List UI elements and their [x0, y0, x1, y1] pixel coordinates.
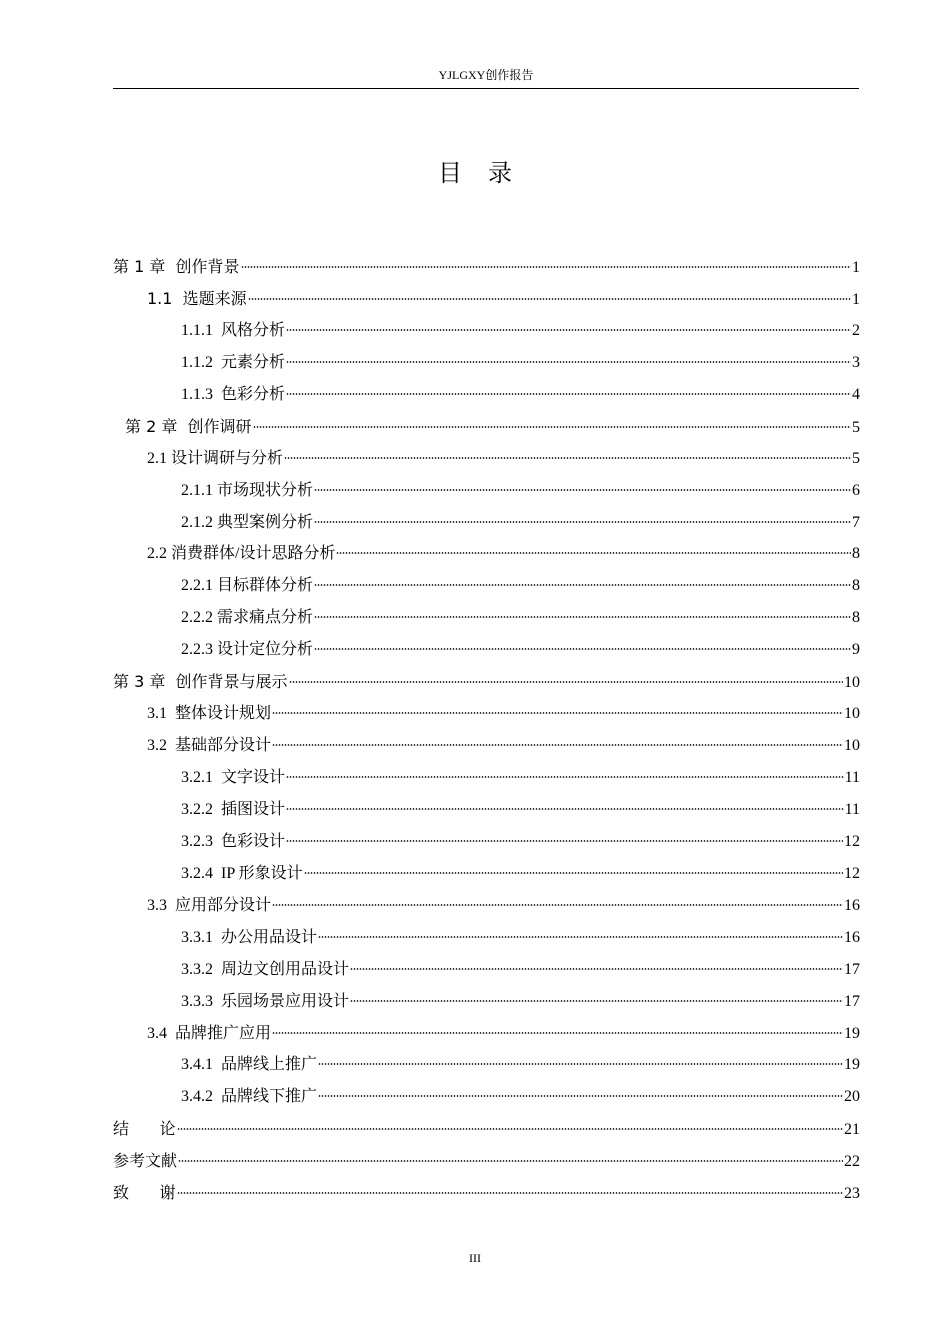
toc-entry-page: 11: [844, 769, 860, 786]
toc-entry-title: 3.2.3 色彩设计: [181, 832, 286, 850]
toc-entry[interactable]: [113, 730, 860, 762]
toc-entry[interactable]: [113, 1049, 860, 1081]
toc-entry-title: 3.4.1 品牌线上推广: [181, 1056, 318, 1074]
page-footer: [0, 1251, 950, 1266]
toc-entry-title: 第 1 章 创作背景: [113, 257, 240, 276]
toc-entry-title: 2.1 设计调研与分析: [147, 449, 284, 467]
toc-dot-leader: [286, 393, 851, 395]
toc-entry[interactable]: [113, 347, 860, 379]
toc-entry[interactable]: [113, 570, 860, 602]
toc-entry-page: 19: [844, 1024, 860, 1042]
toc-entry[interactable]: [113, 858, 860, 890]
toc-entry-page: 16: [844, 928, 860, 946]
toc-entry[interactable]: [113, 1145, 860, 1177]
toc-entry-title: 1.1 选题来源: [147, 288, 247, 308]
toc-entry[interactable]: [113, 890, 860, 922]
toc-entry-page: 10: [844, 674, 860, 692]
toc-entry[interactable]: [113, 922, 860, 954]
toc-entry-title: 3.3.2 周边文创用品设计: [181, 960, 350, 978]
toc-entry-page: 8: [852, 545, 860, 563]
toc-entry[interactable]: [113, 411, 860, 443]
toc-entry[interactable]: [113, 634, 860, 666]
toc-entry-page: 6: [852, 481, 860, 499]
toc-entry-title: 3.2.4 IP 形象设计: [181, 864, 303, 882]
toc-entry-page: 5: [852, 418, 860, 436]
toc-entry-page: 10: [844, 737, 860, 755]
toc-entry-title: 3.3 应用部分设计: [147, 896, 272, 914]
toc-entry-title: 3.1 整体设计规划: [147, 705, 272, 723]
toc-entry-title: 2.2.2 需求痛点分析: [181, 609, 314, 627]
toc-dot-leader: [272, 712, 843, 714]
toc-entry[interactable]: [113, 251, 860, 283]
toc-dot-leader: [177, 1192, 843, 1194]
toc-entry[interactable]: [113, 794, 860, 826]
toc-entry-title: 结 论: [113, 1119, 176, 1139]
toc-entry[interactable]: [113, 1018, 860, 1050]
toc-entry-page: 20: [844, 1088, 860, 1106]
toc-dot-leader: [318, 936, 843, 938]
toc-dot-leader: [289, 681, 843, 683]
toc-entry-title: 2.2.1 目标群体分析: [181, 577, 314, 595]
toc-entry-page: 23: [844, 1185, 860, 1203]
toc-entry-page: 4: [852, 385, 860, 403]
toc-entry-title: 3.2.2 插图设计: [181, 800, 286, 818]
toc-entry[interactable]: [113, 826, 860, 858]
toc-entry-title: 第 2 章 创作调研: [125, 416, 252, 436]
toc-dot-leader: [272, 744, 843, 746]
toc-entry-page: 10: [844, 705, 860, 723]
toc-entry-page: 19: [844, 1056, 860, 1074]
toc-dot-leader: [286, 776, 844, 778]
toc-entry[interactable]: [113, 762, 860, 794]
toc-entry-title: 3.3.3 乐园场景应用设计: [181, 992, 350, 1010]
toc-entry-title: 3.4 品牌推广应用: [147, 1024, 272, 1042]
header-text: YJLGXY创作报告: [438, 68, 534, 82]
toc-entry-page: 8: [852, 609, 860, 627]
toc-entry[interactable]: [113, 475, 860, 507]
toc-entry-page: 7: [852, 513, 860, 531]
toc-entry-title: 致 谢: [113, 1183, 176, 1203]
toc-dot-leader: [314, 489, 851, 491]
toc-entry[interactable]: [113, 986, 860, 1018]
toc-dot-leader: [241, 266, 851, 268]
toc-entry-page: 3: [852, 353, 860, 371]
toc-entry[interactable]: [113, 315, 860, 347]
page-header: [113, 66, 859, 89]
toc-entry-page: 22: [844, 1153, 860, 1171]
toc-entry-page: 16: [844, 896, 860, 914]
toc-entry-title: 2.2 消费群体/设计思路分析: [147, 545, 336, 563]
toc-dot-leader: [336, 552, 851, 554]
toc-entry[interactable]: [113, 507, 860, 539]
toc-entry[interactable]: [113, 698, 860, 730]
toc-dot-leader: [272, 1032, 843, 1034]
toc-entry[interactable]: [113, 283, 860, 315]
toc-entry[interactable]: [113, 538, 860, 570]
toc-entry-page: 8: [852, 577, 860, 595]
toc-entry[interactable]: [113, 1113, 860, 1145]
toc-entry-page: 2: [852, 321, 860, 339]
toc-entry[interactable]: [113, 1081, 860, 1113]
toc-entry-title: 3.2.1 文字设计: [181, 769, 286, 786]
toc-entry[interactable]: [113, 379, 860, 411]
toc-entry-page: 1: [852, 259, 860, 276]
toc-entry[interactable]: [113, 666, 860, 698]
toc-entry-title: 2.1.1 市场现状分析: [181, 481, 314, 499]
toc-dot-leader: [248, 298, 851, 300]
toc-entry-title: 1.1.2 元素分析: [181, 353, 286, 371]
toc-entry[interactable]: [113, 954, 860, 986]
toc-dot-leader: [304, 872, 843, 874]
toc-entry-page: 1: [852, 290, 860, 308]
toc-entry-title: 3.3.1 办公用品设计: [181, 928, 318, 946]
toc-dot-leader: [318, 1063, 843, 1065]
toc-entry-page: 17: [844, 960, 860, 978]
toc-entry[interactable]: [113, 443, 860, 475]
toc-entry-page: 12: [844, 832, 860, 850]
toc-dot-leader: [314, 616, 851, 618]
toc-entry-page: 5: [852, 449, 860, 467]
page-number: III: [469, 1251, 481, 1265]
toc-entry-page: 12: [844, 864, 860, 882]
toc-entry-page: 21: [844, 1121, 860, 1139]
toc-entry-page: 17: [844, 992, 860, 1010]
toc-dot-leader: [314, 648, 851, 650]
page-title: 目录: [438, 159, 538, 187]
toc-dot-leader: [284, 457, 851, 459]
toc-entry-title: 2.1.2 典型案例分析: [181, 513, 314, 531]
toc-dot-leader: [286, 808, 844, 810]
toc-dot-leader: [253, 426, 851, 428]
toc-entry-title: 3.4.2 品牌线下推广: [181, 1088, 318, 1106]
toc-entry-title: 第 3 章 创作背景与展示: [113, 672, 288, 692]
toc-entry[interactable]: [113, 1177, 860, 1209]
toc-entry-title: 3.2 基础部分设计: [147, 737, 272, 755]
toc-dot-leader: [318, 1095, 843, 1097]
toc-dot-leader: [350, 968, 843, 970]
toc-entry-title: 2.2.3 设计定位分析: [181, 641, 314, 659]
toc-dot-leader: [177, 1128, 843, 1130]
toc-dot-leader: [286, 840, 843, 842]
toc-dot-leader: [286, 329, 851, 331]
toc-dot-leader: [350, 1000, 843, 1002]
toc-dot-leader: [314, 584, 851, 586]
table-of-contents: [113, 251, 860, 1209]
toc-dot-leader: [272, 904, 843, 906]
toc-dot-leader: [314, 521, 851, 523]
toc-entry[interactable]: [113, 602, 860, 634]
toc-entry-page: 9: [852, 641, 860, 659]
toc-entry-page: 11: [844, 800, 860, 818]
toc-entry-title: 1.1.3 色彩分析: [181, 385, 286, 403]
toc-entry-title: 1.1.1 风格分析: [181, 321, 286, 339]
toc-dot-leader: [178, 1160, 843, 1162]
toc-entry-title: 参考文献: [113, 1151, 178, 1171]
toc-dot-leader: [286, 361, 851, 363]
